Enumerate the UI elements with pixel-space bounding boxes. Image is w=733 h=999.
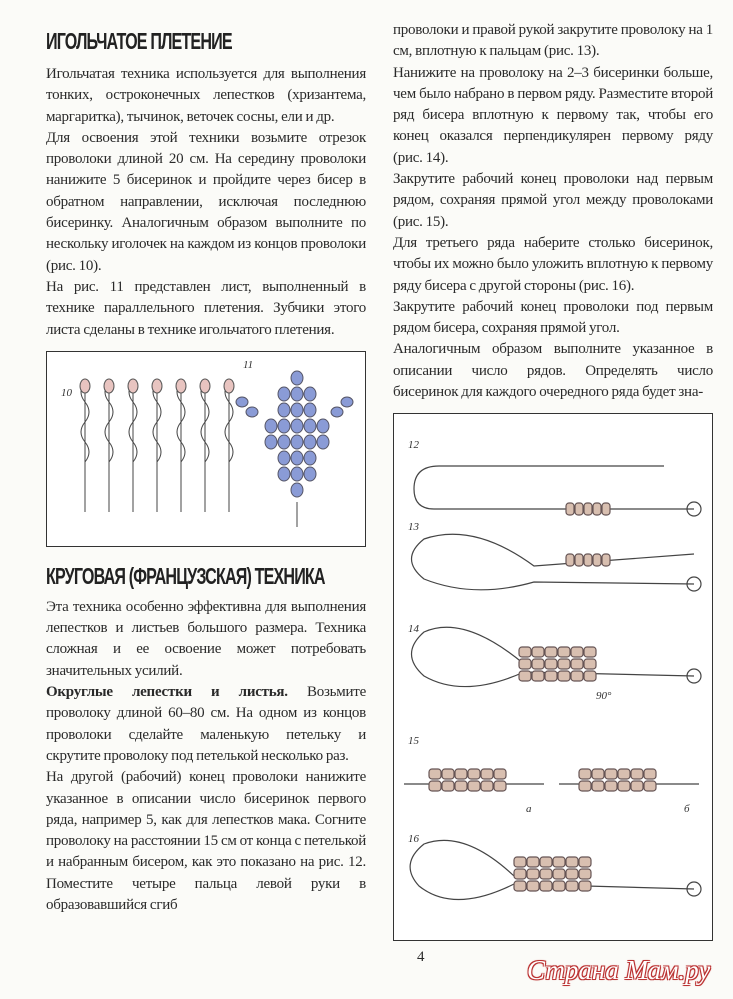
bead: [176, 379, 186, 393]
bead: [455, 769, 467, 779]
bead: [341, 397, 353, 407]
bead: [584, 671, 596, 681]
bead: [481, 781, 493, 791]
bead: [265, 419, 277, 433]
bead: [566, 503, 574, 515]
right-column-text: [393, 20, 713, 403]
bead: [566, 869, 578, 879]
bead: [575, 554, 583, 566]
wire: [81, 382, 89, 512]
bead: [481, 769, 493, 779]
bead: [317, 435, 329, 449]
fig15: [404, 735, 699, 815]
page-footer: [0, 949, 733, 999]
bead: [278, 467, 290, 481]
bead: [80, 379, 90, 393]
bead: [532, 659, 544, 669]
bead: [584, 554, 592, 566]
bead: [602, 503, 610, 515]
bead: [584, 647, 596, 657]
paragraph: [46, 682, 366, 767]
bead: [558, 647, 570, 657]
bead: [291, 483, 303, 497]
section2-text: [46, 597, 366, 916]
bead: [592, 781, 604, 791]
section1-text: [46, 64, 366, 341]
leaf-drawing: [236, 371, 353, 527]
bead: [429, 781, 441, 791]
bead: [644, 769, 656, 779]
bead: [304, 435, 316, 449]
bead: [278, 451, 290, 465]
bead: [631, 781, 643, 791]
paragraph: Игольчатая техника используется для выполнения тонких, остроконечных лепестков (хризантема, маргаритка), тычинок, веточек сосны, ели и др.: [46, 66, 366, 125]
bead: [519, 647, 531, 657]
paragraph: На рис. 11 представлен лист, выполненный в технике параллельного плетения. Зубчики этого листа сделаны в технике игольчатого плетения.: [46, 278, 366, 338]
bead: [291, 467, 303, 481]
fig12: [408, 439, 701, 516]
figure-10-11: [46, 351, 366, 547]
bead: [579, 869, 591, 879]
bead: [527, 857, 539, 867]
bead: [317, 419, 329, 433]
paragraph: Закрутите рабочий конец проволоки над первым рядом, сохраняя прямой угол между проволоками (рис. 15).: [393, 171, 713, 230]
bead: [592, 769, 604, 779]
page-number: 4: [417, 949, 425, 965]
needle-weaving-illustration: [47, 352, 365, 546]
bead: [631, 769, 643, 779]
bead: [442, 769, 454, 779]
wire: [153, 382, 161, 512]
bead: [494, 781, 506, 791]
bead: [566, 554, 574, 566]
bead: [558, 671, 570, 681]
right-column: [393, 20, 713, 941]
paragraph: Нанижите на проволоку на 2–3 бисеринки больше, чем было набрано в первом ряду. Разместите второй ряд бисера вплотную к первому так, чтобы его конец оказался перпендикулярен первому ряду (рис. 14).: [393, 64, 713, 166]
wire: [177, 382, 185, 512]
bead: [200, 379, 210, 393]
bead: [304, 451, 316, 465]
bead: [602, 554, 610, 566]
bead: [579, 881, 591, 891]
bead: [571, 659, 583, 669]
needles-drawing: [80, 379, 234, 512]
bold-lead: Округлые лепестки и листья.: [46, 684, 288, 701]
bead: [545, 659, 557, 669]
bead: [236, 397, 248, 407]
bead: [514, 857, 526, 867]
bead: [224, 379, 234, 393]
bead: [605, 769, 617, 779]
bead: [540, 857, 552, 867]
bead: [304, 467, 316, 481]
bead: [519, 671, 531, 681]
bead: [246, 407, 258, 417]
paragraph: проволоки и правой рукой закрутите проволоку на 1 см, вплотную к пальцам (рис. 13).: [393, 22, 713, 60]
bead: [514, 881, 526, 891]
figure-12-16: [393, 413, 713, 941]
wire: [201, 382, 209, 512]
fig-label: 10: [61, 386, 72, 399]
paragraph: Для освоения этой техники возьмите отрезок проволоки длиной 20 см. На середину проволоки нанижите 5 бисеринок и пройдите через бисер в обратном направлении, исключая последнюю бисеринку. Аналогичным образом выполните по нескольку иголочек на каждом из концов проволоки (рис. 10).: [46, 129, 366, 274]
label-b: б: [684, 803, 690, 816]
bead: [579, 857, 591, 867]
lead-text: Возьмите проволоку длиной 60–80 см. На одном из концов проволоки сделайте маленькую петельку и скрутите проволоку под петелькой несколько раз.: [46, 684, 366, 764]
fig-label: 13: [408, 521, 419, 534]
bead: [442, 781, 454, 791]
section-title: ИГОЛЬЧАТОЕ ПЛЕТЕНИЕ: [46, 28, 232, 54]
bead: [104, 379, 114, 393]
paragraph: Закрутите рабочий конец проволоки под первым рядом бисера, сохраняя прямой угол.: [393, 298, 713, 337]
bead: [584, 659, 596, 669]
bead: [527, 869, 539, 879]
bead: [278, 419, 290, 433]
bead: [278, 435, 290, 449]
bead: [331, 407, 343, 417]
bead: [278, 403, 290, 417]
fig-label: 12: [408, 439, 419, 452]
angle-label: 90°: [596, 690, 612, 703]
bead: [494, 769, 506, 779]
bead: [644, 781, 656, 791]
bead: [540, 869, 552, 879]
paragraph: Для третьего ряда наберите столько бисеринок, чтобы их можно было уложить вплотную к первому ряду бисера с другой стороны (рис. 16).: [393, 234, 713, 294]
bead: [265, 435, 277, 449]
bead: [291, 451, 303, 465]
paragraph: Эта техника особенно эффективна для выполнения лепестков и листьев большого размера. Техника сложная и ее освоение может потребовать значительных усилий.: [46, 598, 366, 679]
wire: [129, 382, 137, 512]
left-column: [46, 22, 366, 916]
bead: [566, 881, 578, 891]
bead: [593, 554, 601, 566]
bead: [584, 503, 592, 515]
bead: [571, 671, 583, 681]
fig13: [408, 521, 701, 591]
bead: [593, 503, 601, 515]
bead: [514, 869, 526, 879]
bead: [468, 769, 480, 779]
fig-label: 14: [408, 623, 419, 636]
bead: [540, 881, 552, 891]
bead: [532, 671, 544, 681]
bead: [532, 647, 544, 657]
bead: [579, 769, 591, 779]
fig14: [408, 623, 701, 702]
paragraph: На другой (рабочий) конец проволоки нанижите указанное в описании число бисеринок первого ряда, например 5, как для лепестков мака. Согните проволоку на расстоянии 15 см от конца с петелькой и набранным бисером, как это показано на рис. 12. Поместите четыре пальца левой руки в образовавшийся сгиб: [46, 769, 366, 914]
fig-label: 11: [243, 358, 254, 371]
wire: [105, 382, 113, 512]
french-technique-illustration: [394, 414, 712, 940]
bead: [304, 403, 316, 417]
section-title: КРУГОВАЯ (ФРАНЦУЗСКАЯ) ТЕХНИКА: [46, 562, 325, 589]
bead: [605, 781, 617, 791]
bead: [304, 387, 316, 401]
bead: [304, 419, 316, 433]
bead: [618, 781, 630, 791]
bead: [553, 869, 565, 879]
bead: [566, 857, 578, 867]
bead: [553, 881, 565, 891]
bead: [579, 781, 591, 791]
bead: [575, 503, 583, 515]
bead: [128, 379, 138, 393]
bead: [291, 435, 303, 449]
bead: [291, 419, 303, 433]
bead: [545, 647, 557, 657]
bead: [545, 671, 557, 681]
bead: [618, 769, 630, 779]
bead: [468, 781, 480, 791]
wire: [225, 382, 233, 512]
bead: [455, 781, 467, 791]
watermark: Страна Мам.ру: [527, 955, 711, 985]
bead: [519, 659, 531, 669]
bead: [571, 647, 583, 657]
bead: [558, 659, 570, 669]
bead: [291, 403, 303, 417]
fig-label: 16: [408, 833, 419, 846]
paragraph: Аналогичным образом выполните указанное в описании число рядов. Определять число бисеринок для каждого очередного ряда будет зна-: [393, 341, 713, 401]
fig16: [408, 833, 701, 900]
bead: [553, 857, 565, 867]
bead: [278, 387, 290, 401]
bead: [527, 881, 539, 891]
label-a: а: [526, 803, 532, 816]
fig-label: 15: [408, 735, 419, 748]
bead: [429, 769, 441, 779]
bead: [291, 371, 303, 385]
bead: [152, 379, 162, 393]
bead: [291, 387, 303, 401]
